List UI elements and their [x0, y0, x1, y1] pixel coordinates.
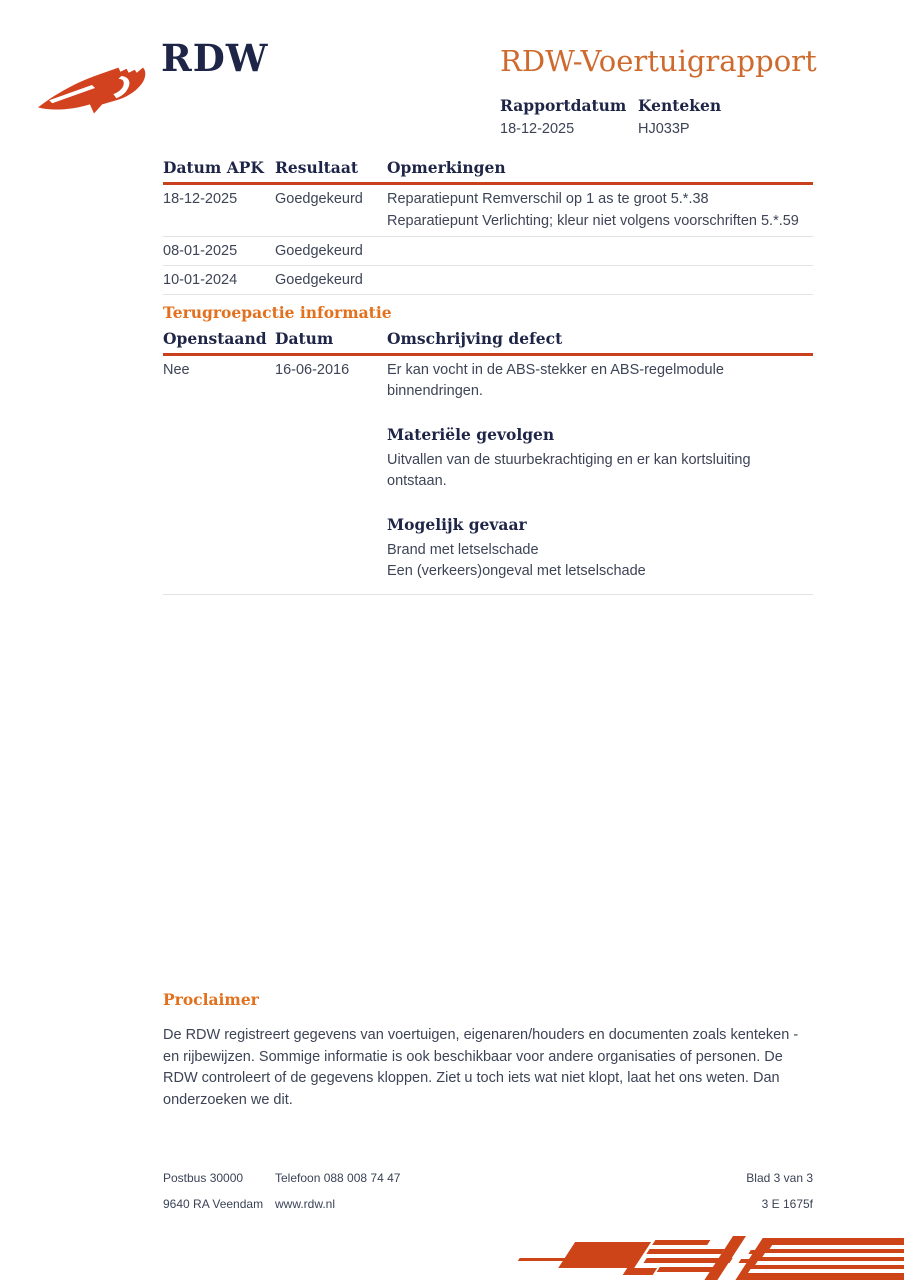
- recall-detail: [387, 360, 813, 582]
- license-plate-value: HJ033P: [638, 121, 690, 137]
- footer-doc-code: 3 E 1675f: [761, 1197, 813, 1211]
- gevolgen-heading: Materiële gevolgen: [387, 425, 555, 444]
- rdw-logo-text: RDW: [161, 36, 269, 80]
- page-title: RDW-Voertuigrapport: [500, 44, 817, 78]
- proclaimer-text: De RDW registreert gegevens van voertuigen, eigenaren/houders en documenten zoals kenteken - en rijbewijzen. Sommige informatie is ook beschikbaar voor andere organisaties of personen. De RDW controleert of de gegevens kloppen. Ziet u toch iets wat niet klopt, laat het ons weten. Dan onderzoeken we dit.: [163, 1027, 799, 1108]
- apk-opmerking: Reparatiepunt Remverschil op 1 as te groot 5.*.38: [387, 191, 709, 207]
- recall-header-openstaand: Openstaand: [163, 329, 267, 348]
- apk-table-header: [163, 158, 813, 185]
- report-date-label: Rapportdatum: [500, 96, 627, 115]
- table-row: [163, 266, 813, 295]
- rdw-stripes-art-icon: [500, 1236, 904, 1280]
- footer-phone: Telefoon 088 008 74 47: [275, 1171, 401, 1185]
- apk-datum: 08-01-2025: [163, 243, 238, 259]
- recall-section: [163, 303, 813, 595]
- apk-resultaat: Goedgekeurd: [275, 243, 363, 259]
- apk-datum: 18-12-2025: [163, 191, 238, 207]
- recall-openstaand: Nee: [163, 362, 190, 378]
- recall-heading: Terugroepactie informatie: [163, 303, 392, 322]
- footer-address-line2: 9640 RA Veendam: [163, 1197, 264, 1211]
- recall-header-omschrijving: Omschrijving defect: [387, 329, 563, 348]
- report-meta: [500, 96, 776, 137]
- apk-opmerkingen: [387, 241, 813, 262]
- license-plate-label: Kenteken: [638, 96, 722, 115]
- footer-website-link[interactable]: www.rdw.nl: [275, 1197, 336, 1211]
- rdw-wing-logo-icon: [38, 54, 150, 118]
- apk-resultaat: Goedgekeurd: [275, 191, 363, 207]
- apk-header-resultaat: Resultaat: [275, 158, 359, 177]
- apk-header-datum: Datum APK: [163, 158, 264, 177]
- apk-header-opmerkingen: Opmerkingen: [387, 158, 506, 177]
- page-footer: [163, 1171, 813, 1211]
- proclaimer-heading: Proclaimer: [163, 990, 259, 1009]
- recall-header-datum: Datum: [275, 329, 334, 348]
- apk-opmerkingen: [387, 189, 813, 233]
- recall-table-header: [163, 329, 813, 356]
- table-row: [163, 356, 813, 595]
- table-row: [163, 185, 813, 237]
- gevaar-item: Brand met letselschade: [387, 542, 539, 558]
- recall-omschrijving: Er kan vocht in de ABS-stekker en ABS-regelmodule binnendringen.: [387, 362, 724, 399]
- recall-datum: 16-06-2016: [275, 362, 350, 378]
- gevolgen-text: Uitvallen van de stuurbekrachtiging en er kan kortsluiting ontstaan.: [387, 452, 751, 489]
- report-date-value: 18-12-2025: [500, 121, 575, 137]
- apk-opmerkingen: [387, 270, 813, 291]
- footer-address-line1: Postbus 30000: [163, 1171, 244, 1185]
- footer-page-number: Blad 3 van 3: [746, 1171, 813, 1185]
- apk-resultaat: Goedgekeurd: [275, 272, 363, 288]
- apk-opmerking: Reparatiepunt Verlichting; kleur niet volgens voorschriften 5.*.59: [387, 213, 799, 229]
- proclaimer-section: [163, 990, 813, 1111]
- apk-table: [163, 158, 813, 295]
- gevaar-item: Een (verkeers)ongeval met letselschade: [387, 563, 646, 579]
- gevaar-heading: Mogelijk gevaar: [387, 515, 527, 534]
- table-row: [163, 237, 813, 266]
- apk-datum: 10-01-2024: [163, 272, 238, 288]
